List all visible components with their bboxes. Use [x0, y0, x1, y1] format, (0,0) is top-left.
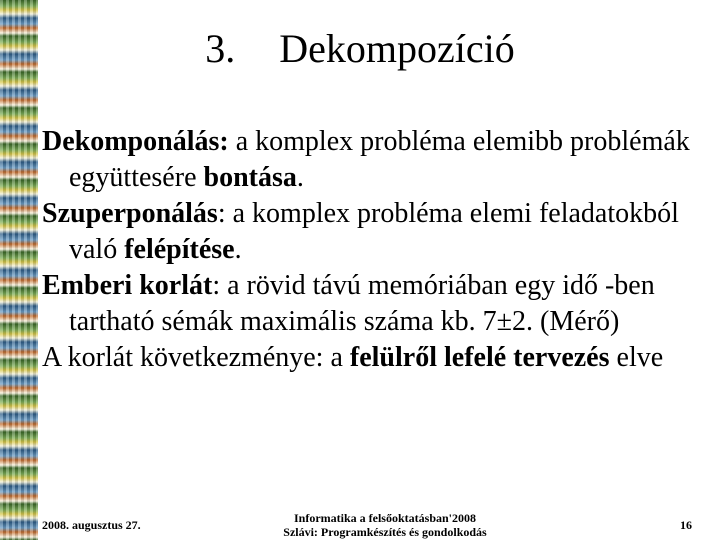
- text-run: : a rövid távú memóriában egy idő -ben tartható sémák maximális száma kb. 7±2. (Mérő): [69, 270, 655, 337]
- footer-info: [250, 511, 520, 539]
- text-run: elve: [609, 342, 664, 373]
- slide-title: [0, 26, 720, 72]
- text-run: a komplex probléma elemibb problémák együttesére: [69, 126, 690, 193]
- text-run: : a komplex probléma elemi feladatokból való: [69, 198, 679, 265]
- text-run: .: [296, 162, 304, 193]
- footer-date: 2008. augusztus 27.: [42, 518, 141, 532]
- bold-term: Emberi korlát: [42, 270, 213, 301]
- bold-term: Dekomponálás:: [42, 126, 229, 157]
- text-run: A korlát következménye: a: [42, 342, 350, 373]
- bold-term: felépítése: [124, 234, 235, 265]
- footer-line-2: Szlávi: Programkészítés és gondolkodás: [283, 525, 487, 539]
- title-number: 3.: [205, 26, 236, 71]
- page-number: 16: [680, 518, 692, 532]
- bold-term: bontása: [203, 162, 297, 193]
- paragraph-szuperponalas: [42, 196, 702, 268]
- paragraph-emberi-korlat: [42, 268, 702, 340]
- paragraph-korlat-kovetkezmenye: [42, 340, 702, 376]
- paragraph-dekomponalas: [42, 124, 702, 196]
- text-run: .: [234, 234, 242, 265]
- bold-term: felülről lefelé tervezés: [349, 342, 610, 373]
- bold-term: Szuperponálás: [42, 198, 218, 229]
- slide-body: [42, 124, 702, 376]
- title-text: Dekompozíció: [279, 26, 515, 71]
- footer-line-1: Informatika a felsőoktatásban'2008: [293, 511, 476, 525]
- decorative-side-strip: [0, 0, 38, 540]
